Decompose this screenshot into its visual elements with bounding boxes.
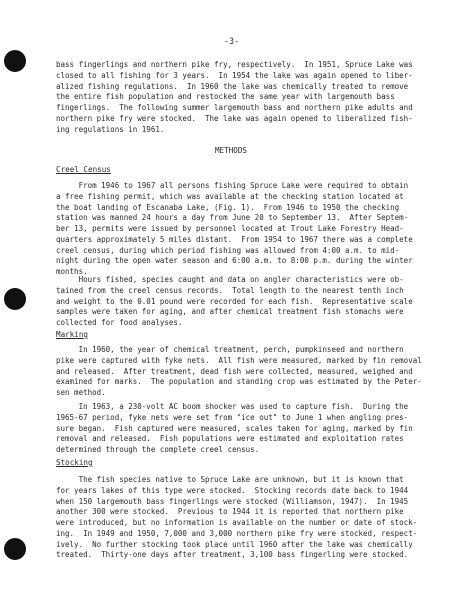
methods-heading: METHODS xyxy=(214,146,247,155)
text-line: In 1963, a 230-volt AC boom shocker was used to capture fish. During the xyxy=(56,402,409,411)
text-line: and weight to the 0.01 pound were recorded for each fish. Representative scale xyxy=(56,296,413,306)
marking-heading: Marking xyxy=(56,330,89,339)
text-line: northern pike fry were stocked. The lake was again opened to liberalized fish- xyxy=(56,113,413,123)
text-line: 1965-67 period, fyke nets were set from "ice out" to June 1 when angling pres- xyxy=(56,412,409,422)
text-line: bass fingerlings and northern pike fry, respectively. In 1951, Spruce Lake was xyxy=(56,60,413,69)
text-line: quarters approximately 5 miles distant. From 1954 to 1967 there was a complete xyxy=(56,234,413,244)
creel-paragraph-2 xyxy=(56,275,426,329)
binder-hole-top xyxy=(4,50,26,72)
marking-paragraph-2 xyxy=(56,402,426,456)
text-line: collected for food analyses. xyxy=(56,318,183,327)
marking-paragraph-1 xyxy=(56,345,426,399)
text-line: creel census, during which period fishing was allowed from 4:00 a.m. to mid- xyxy=(56,245,400,255)
text-line: station was manned 24 hours a day from June 20 to September 13. After Septem- xyxy=(56,213,409,223)
text-line: fingerlings. The following summer largemouth bass and northern pike adults and xyxy=(56,103,413,112)
text-line: The fish species native to Spruce Lake are unknown, but it is known that xyxy=(56,475,404,484)
text-line: removal and released. Fish populations were estimated and exploitation rates xyxy=(56,434,404,444)
text-line: pike were captured with fyke nets. All fish were measured, marked by fin removal xyxy=(56,355,422,365)
text-line: were introduced, but no information is available on the number or date of stock- xyxy=(56,518,418,527)
creel-census-heading: Creel Census xyxy=(56,165,111,174)
text-line: Hours fished, species caught and data on angler characteristics were ob- xyxy=(56,275,404,284)
stocking-paragraph xyxy=(56,475,426,561)
binder-hole-bottom xyxy=(4,538,26,560)
text-line: ively. No further stocking took place until 1960 after the lake was chemically xyxy=(56,539,413,549)
text-line: when 150 largemouth bass fingerlings were stocked (Williamson, 1947). In 1945 xyxy=(56,496,409,506)
text-line: alized fishing regulations. In 1960 the lake was chemically treated to remove xyxy=(56,81,409,91)
text-line: tained from the creel census records. Total length to the nearest tenth inch xyxy=(56,285,404,295)
page-number: -3- xyxy=(224,36,240,46)
text-line: examined for marks. The population and standing crop was estimated by the Peter- xyxy=(56,377,422,387)
intro-paragraph xyxy=(56,60,426,135)
text-line: ber 13, permits were issued by personnel located at Trout Lake Forestry Head- xyxy=(56,224,404,233)
text-line: another 300 were stocked. Previous to 1944 it is reported that northern pike xyxy=(56,507,404,517)
text-line: closed to all fishing for 3 years. In 1954 the lake was again opened to liber- xyxy=(56,70,413,80)
text-line: ing. In 1949 and 1950, 7,000 and 3,000 northern pike fry were stocked, respect- xyxy=(56,528,418,538)
binder-hole-middle xyxy=(4,288,26,310)
text-line: From 1946 to 1967 all persons fishing Spruce Lake were required to obtain xyxy=(56,181,409,190)
text-line: ing regulations in 1961. xyxy=(56,124,165,134)
text-line: months. xyxy=(56,267,88,276)
stocking-heading: Stocking xyxy=(56,458,93,467)
text-line: sure began. Fish captured were measured, scales taken for aging, marked by fin xyxy=(56,423,413,433)
text-line: the boat landing of Escanaba Lake, (Fig. 1). From 1946 to 1950 the checking xyxy=(56,202,400,212)
text-line: treated. Thirty-one days after treatment, 3,100 bass fingerling were stocked. xyxy=(56,550,409,560)
text-line: sen method. xyxy=(56,388,106,397)
text-line: the entire fish population and restocked the same year with largemouth bass xyxy=(56,92,395,102)
text-line: samples were taken for aging, and after chemical treatment fish stomachs were xyxy=(56,307,404,317)
text-line: In 1960, the year of chemical treatment, perch, pumpkinseed and northern xyxy=(56,345,404,354)
text-line: for years lakes of this type were stocked. Stocking records date back to 1944 xyxy=(56,485,409,495)
text-line: determined through the complete creel census. xyxy=(56,445,260,454)
text-line: and released. After treatment, dead fish were collected, measured, weighed and xyxy=(56,366,413,376)
creel-paragraph-1 xyxy=(56,181,426,278)
text-line: a free fishing permit, which was available at the checking station located at xyxy=(56,191,404,201)
text-line: night during the open water season and 6:00 a.m. to 8:00 p.m. during the winter xyxy=(56,256,413,266)
